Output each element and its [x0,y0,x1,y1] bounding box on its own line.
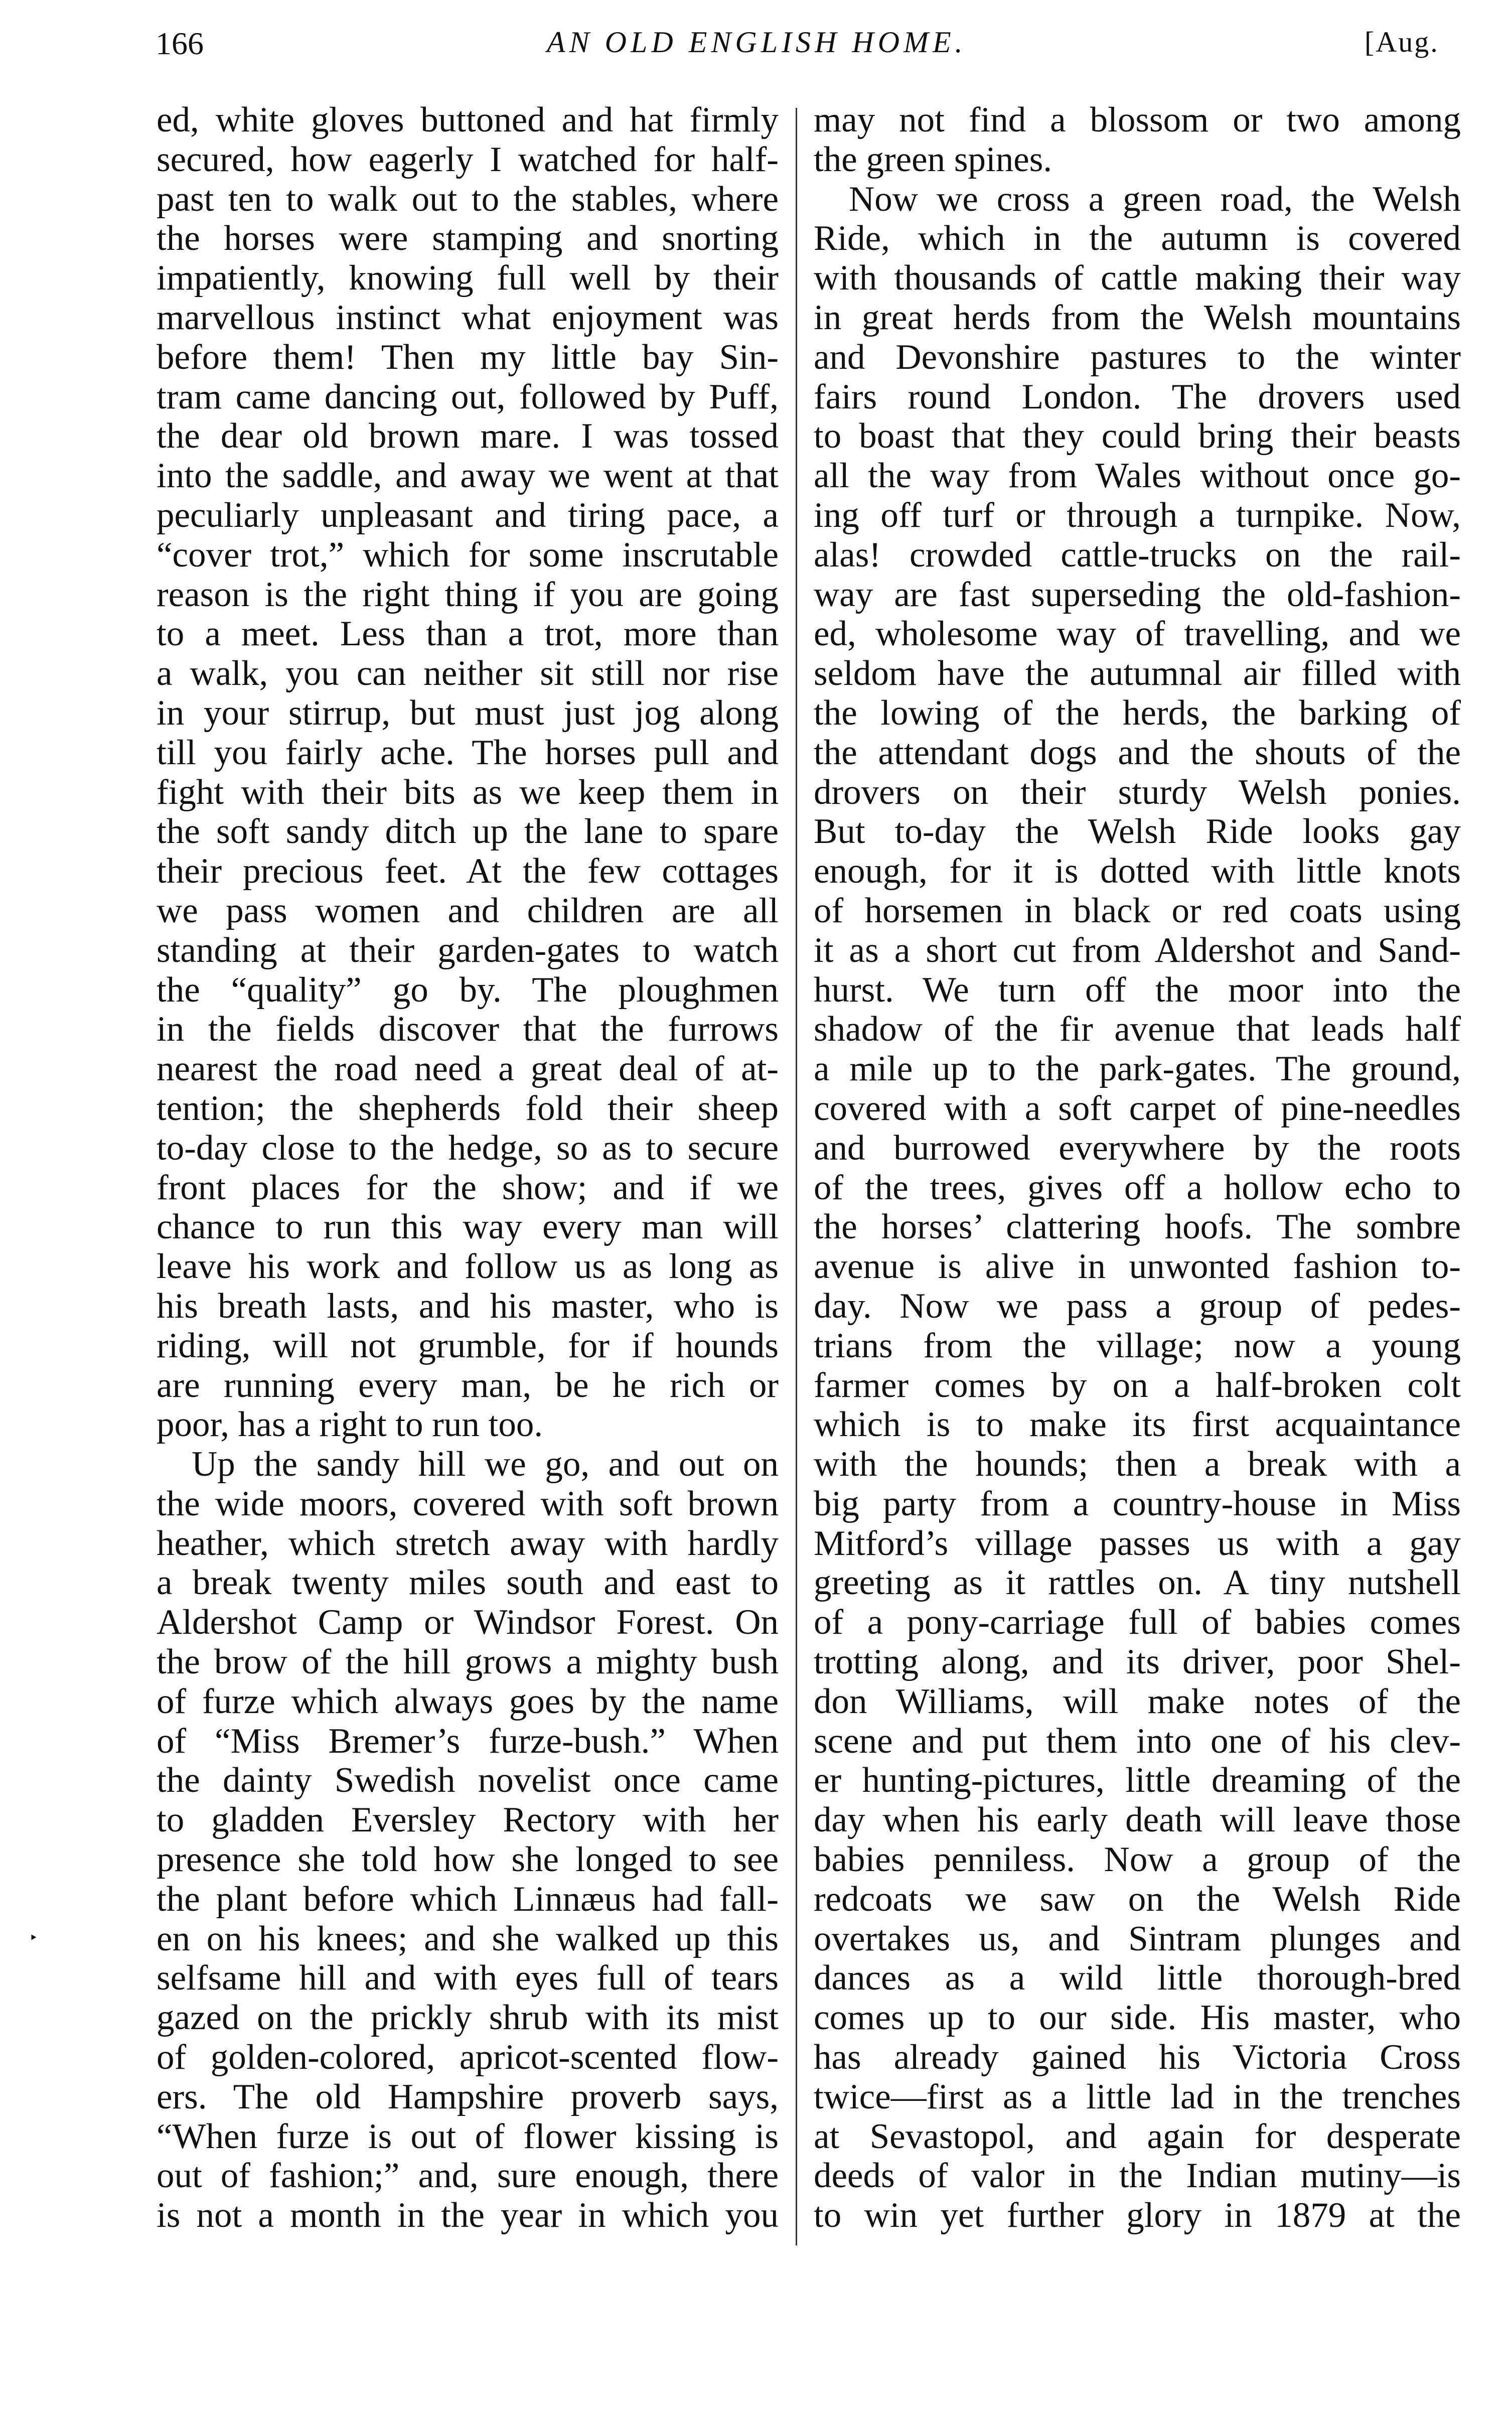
text-line: fairs round London. The drovers used [814,377,1461,416]
text-line: to boast that they could bring their beasts [814,416,1461,456]
page-number: 166 [156,26,204,61]
text-line: all the way from Wales without once go- [814,456,1461,496]
text-line: reason is the right thing if you are going [157,575,779,614]
text-line: Mitford’s village passes us with a gay [814,1523,1461,1563]
text-line: comes up to our side. His master, who [814,1998,1461,2038]
text-line: in your stirrup, but must just jog along [157,693,779,733]
text-line: of “Miss Bremer’s furze-bush.” When [157,1721,779,1761]
text-line: ed, white gloves buttoned and hat firmly [157,100,779,139]
text-line: out of fashion;” and, sure enough, there [157,2156,779,2196]
text-line: tention; the shepherds fold their sheep [157,1088,779,1128]
text-line: alas! crowded cattle-trucks on the rail- [814,535,1461,575]
text-line: ing off turf or through a turnpike. Now, [814,495,1461,535]
text-line: to win yet further glory in 1879 at the [814,2196,1461,2235]
text-line: are running every man, be he rich or [157,1365,779,1405]
text-line: chance to run this way every man will [157,1207,779,1247]
text-line: “cover trot,” which for some inscrutable [157,535,779,575]
text-line: tram came dancing out, followed by Puff, [157,377,779,416]
text-line: it as a short cut from Aldershot and Sand- [814,930,1461,970]
text-line: redcoats we saw on the Welsh Ride [814,1879,1461,1919]
text-line: of furze which always goes by the name [157,1681,779,1721]
text-line: a break twenty miles south and east to [157,1563,779,1603]
text-line: the dear old brown mare. I was tossed [157,416,779,456]
page-header [0,20,1512,80]
text-line: to gladden Eversley Rectory with her [157,1800,779,1840]
text-line: the attendant dogs and the shouts of the [814,733,1461,772]
right-column [814,100,1461,2235]
text-line: nearest the road need a great deal of at- [157,1049,779,1089]
text-line: peculiarly unpleasant and tiring pace, a [157,495,779,535]
text-line: enough, for it is dotted with little knots [814,851,1461,891]
text-line: ed, wholesome way of travelling, and we [814,614,1461,654]
text-line: to a meet. Less than a trot, more than [157,614,779,654]
text-line: has already gained his Victoria Cross [814,2038,1461,2077]
text-line: Now we cross a green road, the Welsh [849,179,1461,219]
text-line: till you fairly ache. The horses pull and [157,733,779,772]
text-line: the horses’ clattering hoofs. The sombre [814,1207,1461,1247]
text-line: marvellous instinct what enjoyment was [157,298,779,337]
text-line: er hunting-pictures, little dreaming of the [814,1761,1461,1800]
text-line: gazed on the prickly shrub with its mist [157,1998,779,2038]
text-line: dances as a wild little thorough-bred [814,1958,1461,1998]
running-title: AN OLD ENGLISH HOME. [547,26,967,59]
text-line: But to-day the Welsh Ride looks gay [814,812,1461,851]
text-line: the wide moors, covered with soft brown [157,1484,779,1523]
text-line: seldom have the autumnal air filled with [814,654,1461,693]
text-line: fight with their bits as we keep them in [157,772,779,812]
text-line: babies penniless. Now a group of the [814,1840,1461,1880]
text-line: big party from a country-house in Miss [814,1484,1461,1523]
text-line: a mile up to the park-gates. The ground, [814,1049,1461,1089]
text-line: hurst. We turn off the moor into the [814,970,1461,1010]
text-line: standing at their garden-gates to watch [157,930,779,970]
text-line: don Williams, will make notes of the [814,1681,1461,1721]
text-line: way are fast superseding the old-fashion- [814,575,1461,614]
text-line: trotting along, and its driver, poor Shel- [814,1642,1461,1682]
text-line: the dainty Swedish novelist once came [157,1761,779,1800]
text-line: in great herds from the Welsh mountains [814,298,1461,337]
text-line: the green spines. [814,139,1052,179]
text-line: of a pony-carriage full of babies comes [814,1603,1461,1642]
text-line: the “quality” go by. The ploughmen [157,970,779,1010]
text-line: ers. The old Hampshire proverb says, [157,2077,779,2116]
text-line: past ten to walk out to the stables, where [157,179,779,219]
text-line: is not a month in the year in which you [157,2196,779,2235]
text-line: impatiently, knowing full well by their [157,258,779,298]
text-line: secured, how eagerly I watched for half- [157,139,779,179]
text-line: at Sevastopol, and again for desperate [814,2116,1461,2156]
text-line: poor, has a right to run too. [157,1405,543,1445]
text-line: with thousands of cattle making their way [814,258,1461,298]
text-line: shadow of the fir avenue that leads half [814,1010,1461,1049]
text-line: presence she told how she longed to see [157,1840,779,1880]
margin-mark: ‣ [29,1930,38,1946]
text-line: greeting as it rattles on. A tiny nutshell [814,1563,1461,1603]
text-line: his breath lasts, and his master, who is [157,1286,779,1326]
text-line: deeds of valor in the Indian mutiny—is [814,2156,1461,2196]
text-line: in the fields discover that the furrows [157,1010,779,1049]
text-line: day. Now we pass a group of pedes- [814,1286,1461,1326]
text-line: their precious feet. At the few cottages [157,851,779,891]
text-line: Aldershot Camp or Windsor Forest. On [157,1603,779,1642]
text-line: riding, will not grumble, for if hounds [157,1326,779,1365]
text-line: of golden-colored, apricot-scented flow- [157,2038,779,2077]
text-line: before them! Then my little bay Sin- [157,337,779,377]
text-line: of horsemen in black or red coats using [814,891,1461,930]
text-line: front places for the show; and if we [157,1168,779,1207]
text-line: the lowing of the herds, the barking of [814,693,1461,733]
text-line: may not find a blossom or two among [814,100,1461,139]
text-line: Ride, which in the autumn is covered [814,219,1461,258]
text-line: day when his early death will leave those [814,1800,1461,1840]
text-line: scene and put them into one of his clev- [814,1721,1461,1761]
text-line: the plant before which Linnæus had fall- [157,1879,779,1919]
text-line: of the trees, gives off a hollow echo to [814,1168,1461,1207]
text-line: which is to make its first acquaintance [814,1405,1461,1445]
text-line: leave his work and follow us as long as [157,1247,779,1287]
text-line: twice—first as a little lad in the trenches [814,2077,1461,2116]
text-line: covered with a soft carpet of pine-needles [814,1088,1461,1128]
text-line: overtakes us, and Sintram plunges and [814,1919,1461,1958]
column-divider [796,108,797,2245]
text-line: “When furze is out of flower kissing is [157,2116,779,2156]
text-line: the soft sandy ditch up the lane to spare [157,812,779,851]
text-line: to-day close to the hedge, so as to secure [157,1128,779,1168]
text-line: we pass women and children are all [157,891,779,930]
text-line: drovers on their sturdy Welsh ponies. [814,772,1461,812]
text-line: into the saddle, and away we went at that [157,456,779,496]
text-line: a walk, you can neither sit still nor rise [157,654,779,693]
left-column [157,100,779,2235]
text-line: farmer comes by on a half-broken colt [814,1365,1461,1405]
text-line: heather, which stretch away with hardly [157,1523,779,1563]
text-line: trians from the village; now a young [814,1326,1461,1365]
text-line: and burrowed everywhere by the roots [814,1128,1461,1168]
text-line: and Devonshire pastures to the winter [814,337,1461,377]
text-line: en on his knees; and she walked up this [157,1919,779,1958]
month-label: [Aug. [1365,26,1439,58]
text-line: selfsame hill and with eyes full of tears [157,1958,779,1998]
text-line: Up the sandy hill we go, and out on [192,1445,779,1484]
text-line: the horses were stamping and snorting [157,219,779,258]
text-line: avenue is alive in unwonted fashion to- [814,1247,1461,1287]
text-line: the brow of the hill grows a mighty bush [157,1642,779,1682]
text-line: with the hounds; then a break with a [814,1445,1461,1484]
